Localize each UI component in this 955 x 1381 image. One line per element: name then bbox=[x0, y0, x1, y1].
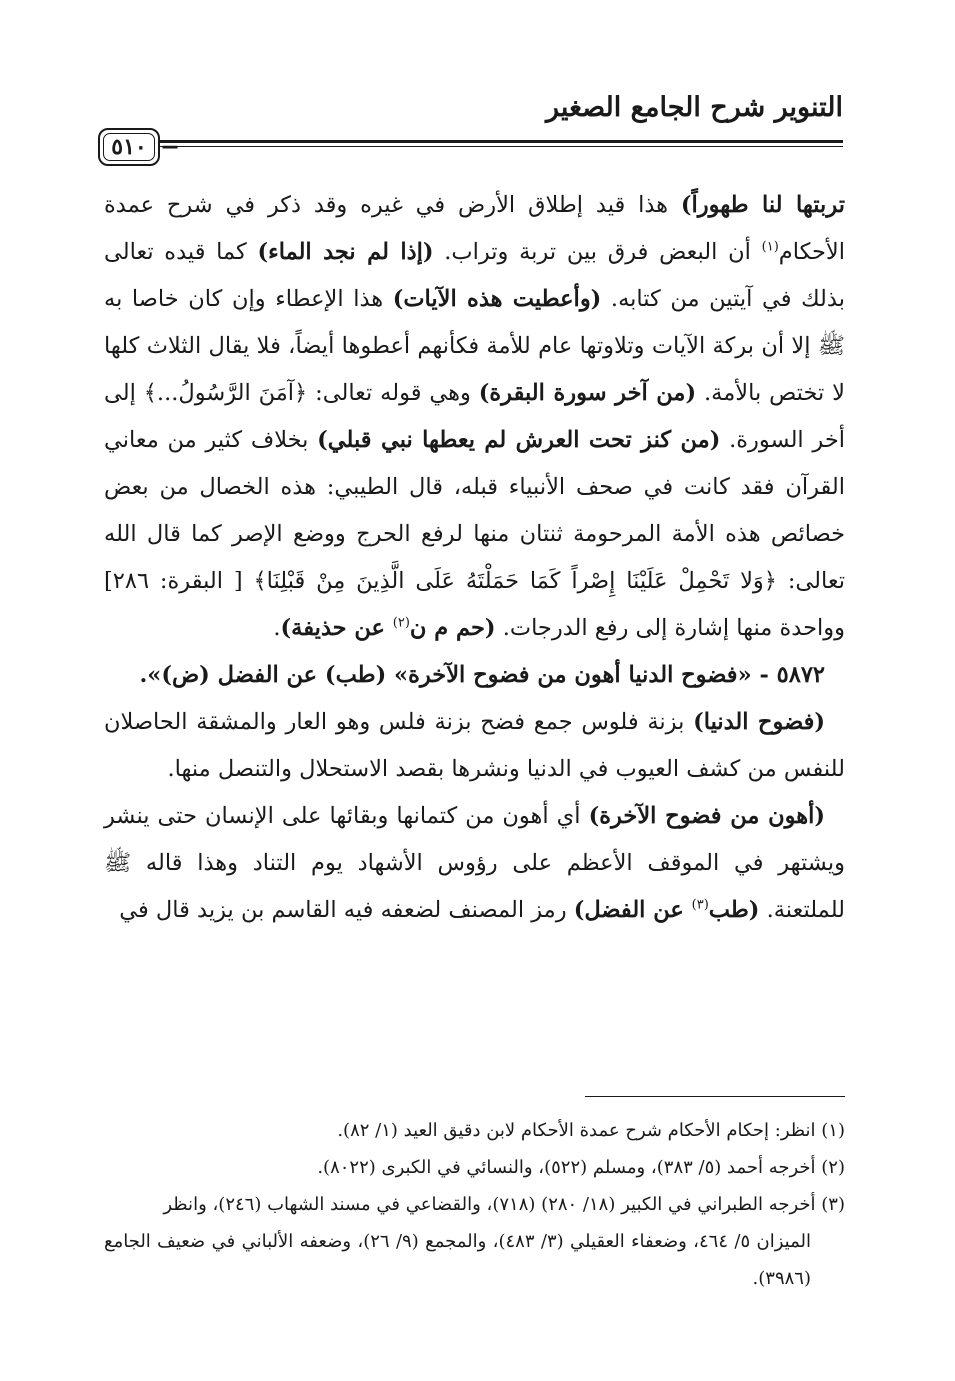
text-run: . bbox=[273, 615, 281, 641]
footnote-1: (١) انظر: إحكام الأحكام شرح عمدة الأحكام لابن دقيق العيد (١/ ٨٢). bbox=[337, 1120, 845, 1141]
paragraph-commentary-1 bbox=[104, 182, 845, 652]
bold-phrase: (حم م ن bbox=[409, 615, 496, 641]
hadith-text: «فضوح الدنيا أهون من فضوح الآخرة» (طب) عن الفضل (ض)». bbox=[139, 662, 752, 688]
text-run: كما قيده تعالى بذلك في آيتين من كتابه. bbox=[104, 239, 845, 312]
header-ornament: = bbox=[160, 129, 181, 158]
bold-phrase: عن حذيفة) bbox=[280, 615, 393, 641]
paragraph-commentary-3 bbox=[104, 793, 845, 934]
footnotes bbox=[104, 1112, 845, 1297]
footnote-ref-1: (١) bbox=[761, 239, 779, 255]
bold-phrase: تربتها لنا طهوراً) bbox=[680, 192, 845, 218]
bold-phrase: (إذا لم نجد الماء) bbox=[257, 239, 434, 265]
page-number bbox=[98, 128, 160, 166]
footnote-ref-3: (٣) bbox=[691, 897, 709, 913]
text-run: بزنة فلوس جمع فضح بزنة فلس وهو العار والمشقة الحاصلان للنفس من كشف العيوب في الدنيا ونشرها بقصد الاستحلال والتنصل منها. bbox=[104, 709, 845, 782]
bold-phrase: (من كنز تحت العرش لم يعطها نبي قبلي) bbox=[317, 427, 721, 453]
text-run: هذا الإعطاء وإن كان خاصا به ﷺ إلا أن بركة الآيات وتلاوتها عام للأمة فكأنهم أعطوها أيضاً، فلا يقال الثلاث كلها لا تختص بالأمة. bbox=[104, 286, 845, 406]
text-run: أن البعض فرق بين تربة وتراب. bbox=[433, 239, 762, 265]
header-rule-thick bbox=[155, 140, 843, 143]
bold-phrase: (أهون من فضوح الآخرة) bbox=[588, 803, 825, 829]
hadith-dash: - bbox=[751, 662, 777, 688]
page-number-text: ٥١٠ bbox=[111, 134, 147, 160]
text-run: أي أهون من كتمانها وبقائها على الإنسان حتى ينشر ويشتهر في الموقف الأعظم على رؤوس الأشهاد يوم التناد وهذا قاله ﷺ للملتعنة. bbox=[104, 803, 845, 923]
bold-phrase: (وأعطيت هذه الآيات) bbox=[392, 286, 602, 312]
text-run: رمز المصنف لضعفه فيه القاسم بن يزيد قال في bbox=[119, 897, 574, 923]
paragraph-commentary-2 bbox=[104, 699, 845, 793]
footnote-3: (٣) أخرجه الطبراني في الكبير (١٨/ ٢٨٠) (٧١٨)، والقضاعي في مسند الشهاب (٢٤٦)، وانظر bbox=[163, 1194, 845, 1215]
text-run: بخلاف كثير من معاني القرآن فقد كانت في صحف الأنبياء قبله، قال الطيبي: هذه الخصال من بعض خصائص هذه الأمة المرحومة ثنتان منها لرفع الحرج ووضع الإصر كما قال الله تعالى: ﴿وَلا تَحْمِلْ عَلَيْنَا إِصْراً كَمَا حَمَلْتَهُ عَلَى الَّذِينَ مِنْ قَبْلِنَا﴾ [ البقرة: ٢٨٦] وواحدة منها إشارة إلى رفع الدرجات. bbox=[104, 427, 845, 641]
header-rule-thin bbox=[155, 146, 843, 147]
text-run: هذا قيد إطلاق الأرض في غيره وقد ذكر في شرح عمدة الأحكام bbox=[104, 192, 845, 265]
bold-phrase: (طب bbox=[708, 897, 760, 923]
bold-phrase: عن الفضل) bbox=[573, 897, 692, 923]
main-text bbox=[104, 182, 845, 934]
running-title: التنوير شرح الجامع الصغير bbox=[546, 92, 843, 123]
bold-phrase: (فضوح الدنيا) bbox=[693, 709, 825, 735]
footnote-ref-2: (٢) bbox=[392, 615, 410, 631]
hadith-number: ٥٨٧٢ bbox=[776, 662, 825, 688]
hadith-heading bbox=[104, 652, 845, 699]
footnote-separator bbox=[585, 1096, 845, 1097]
footnote-3-continued: الميزان ٥/ ٤٦٤، وضعفاء العقيلي (٣/ ٤٨٣)، والمجمع (٩/ ٢٦)، وضعفه الألباني في ضعيف الجامع (٣٩٨٦). bbox=[104, 1231, 811, 1289]
text-run: وهي قوله تعالى: ﴿آمَنَ الرَّسُولُ...﴾ إلى أخر السورة. bbox=[104, 380, 845, 453]
bold-phrase: (من آخر سورة البقرة) bbox=[478, 380, 697, 406]
footnote-2: (٢) أخرجه أحمد (٥/ ٣٨٣)، ومسلم (٥٢٢)، والنسائي في الكبرى (٨٠٢٢). bbox=[317, 1157, 845, 1178]
